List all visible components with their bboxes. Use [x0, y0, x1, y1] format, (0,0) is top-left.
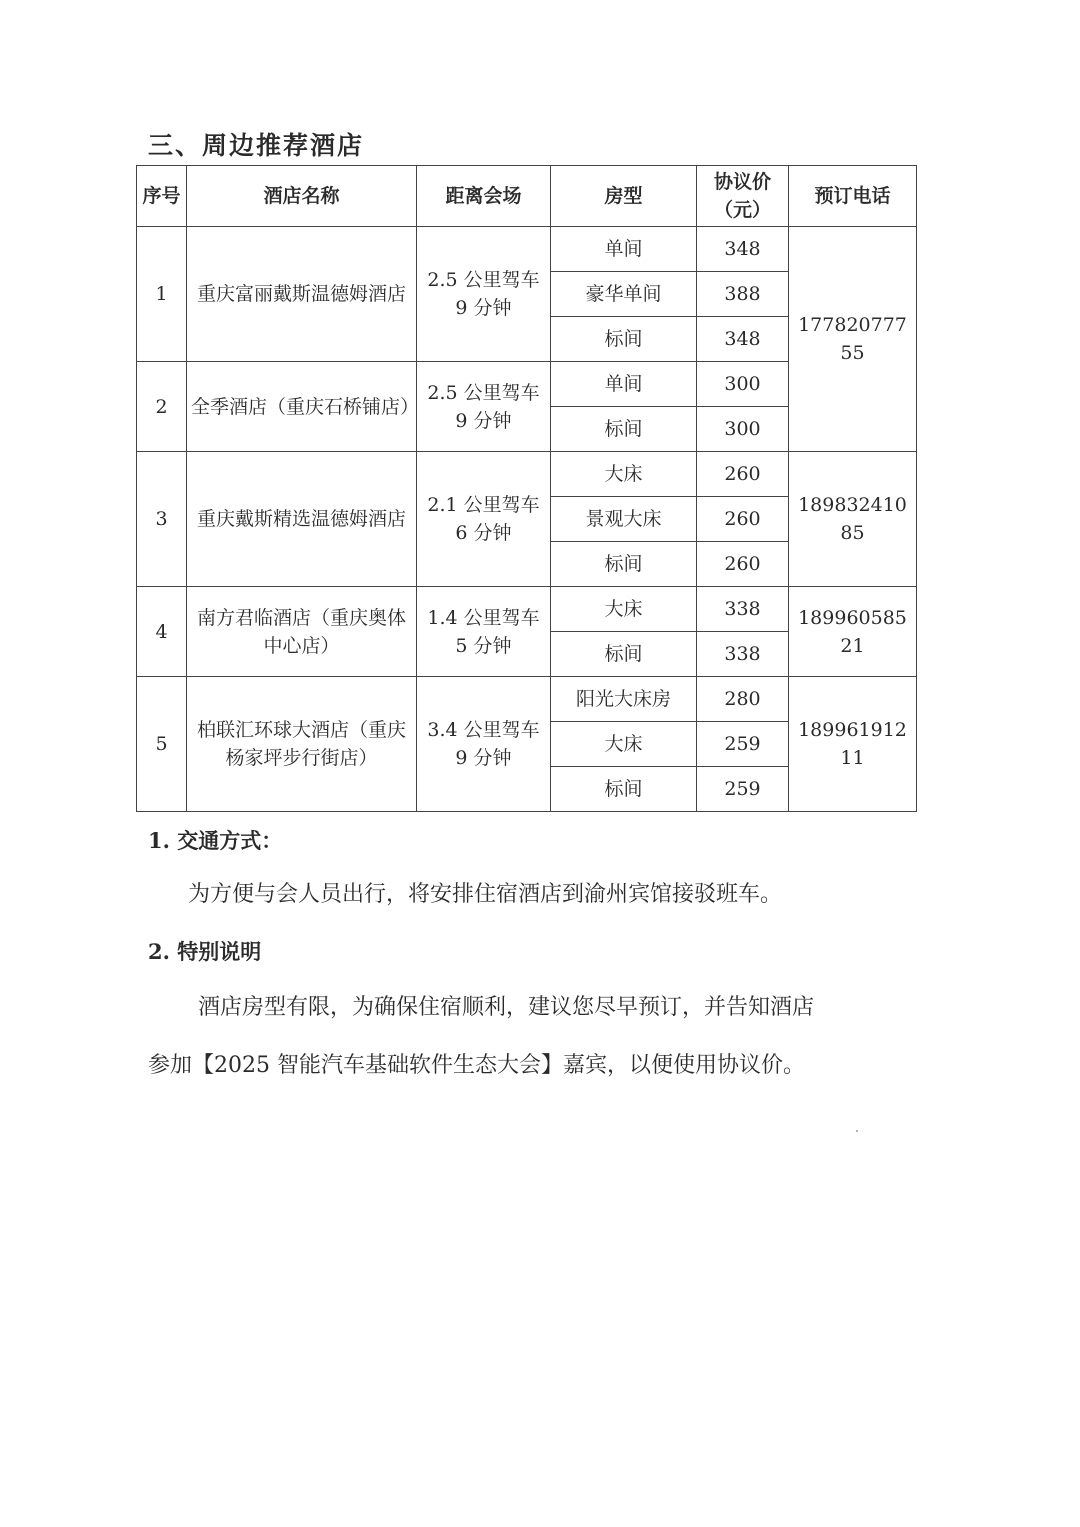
hotel-seq: 4: [137, 587, 187, 677]
section-title: 三、周边推荐酒店: [148, 131, 365, 160]
hotel-name: 南方君临酒店（重庆奥体中心店）: [187, 587, 417, 677]
room-type: 标间: [551, 542, 697, 587]
special-heading: 2. 特别说明: [148, 939, 262, 964]
hotel-phone: 17782077755: [789, 227, 917, 452]
hotel-phone: 18996191211: [789, 677, 917, 812]
special-text-line2: 参加【2025 智能汽车基础软件生态大会】嘉宾，以便使用协议价。: [148, 1053, 805, 1078]
hotel-seq: 2: [137, 362, 187, 452]
table-row: [137, 452, 917, 497]
room-price: 388: [697, 272, 789, 317]
room-type: 阳光大床房: [551, 677, 697, 722]
header-phone: 预订电话: [789, 166, 917, 227]
room-type: 标间: [551, 317, 697, 362]
room-price: 338: [697, 587, 789, 632]
room-price: 260: [697, 452, 789, 497]
hotel-distance: 2.5 公里驾车 9 分钟: [417, 362, 551, 452]
room-type: 标间: [551, 407, 697, 452]
room-price: 300: [697, 407, 789, 452]
header-name: 酒店名称: [187, 166, 417, 227]
room-type: 豪华单间: [551, 272, 697, 317]
room-type: 大床: [551, 452, 697, 497]
room-price: 259: [697, 767, 789, 812]
hotel-name: 柏联汇环球大酒店（重庆杨家坪步行街店）: [187, 677, 417, 812]
hotel-seq: 5: [137, 677, 187, 812]
room-type: 单间: [551, 362, 697, 407]
hotel-seq: 3: [137, 452, 187, 587]
room-price: 260: [697, 497, 789, 542]
room-type: 景观大床: [551, 497, 697, 542]
header-seq: 序号: [137, 166, 187, 227]
room-price: 259: [697, 722, 789, 767]
header-price: 协议价（元）: [697, 166, 789, 227]
room-type: 标间: [551, 767, 697, 812]
hotel-phone: 18983241085: [789, 452, 917, 587]
table-row: [137, 587, 917, 632]
room-price: 280: [697, 677, 789, 722]
transport-text: 为方便与会人员出行，将安排住宿酒店到渝州宾馆接驳班车。: [188, 882, 783, 907]
hotel-distance: 2.5 公里驾车 9 分钟: [417, 227, 551, 362]
room-price: 300: [697, 362, 789, 407]
hotel-table: [136, 165, 917, 812]
hotel-seq: 1: [137, 227, 187, 362]
room-type: 标间: [551, 632, 697, 677]
special-text-line1: 酒店房型有限，为确保住宿顺利，建议您尽早预订，并告知酒店: [198, 995, 815, 1020]
room-price: 260: [697, 542, 789, 587]
room-price: 348: [697, 317, 789, 362]
hotel-name: 重庆戴斯精选温德姆酒店: [187, 452, 417, 587]
hotel-phone: 18996058521: [789, 587, 917, 677]
scan-speck: [856, 1130, 858, 1132]
table-row: [137, 227, 917, 272]
room-price: 348: [697, 227, 789, 272]
room-price: 338: [697, 632, 789, 677]
header-room-type: 房型: [551, 166, 697, 227]
room-type: 大床: [551, 722, 697, 767]
table-header-row: [137, 166, 917, 227]
header-distance: 距离会场: [417, 166, 551, 227]
room-type: 单间: [551, 227, 697, 272]
table-row: [137, 677, 917, 722]
transport-heading: 1. 交通方式：: [148, 828, 283, 853]
hotel-name: 全季酒店（重庆石桥铺店）: [187, 362, 417, 452]
hotel-name: 重庆富丽戴斯温德姆酒店: [187, 227, 417, 362]
room-type: 大床: [551, 587, 697, 632]
hotel-distance: 2.1 公里驾车 6 分钟: [417, 452, 551, 587]
hotel-distance: 3.4 公里驾车 9 分钟: [417, 677, 551, 812]
hotel-distance: 1.4 公里驾车 5 分钟: [417, 587, 551, 677]
